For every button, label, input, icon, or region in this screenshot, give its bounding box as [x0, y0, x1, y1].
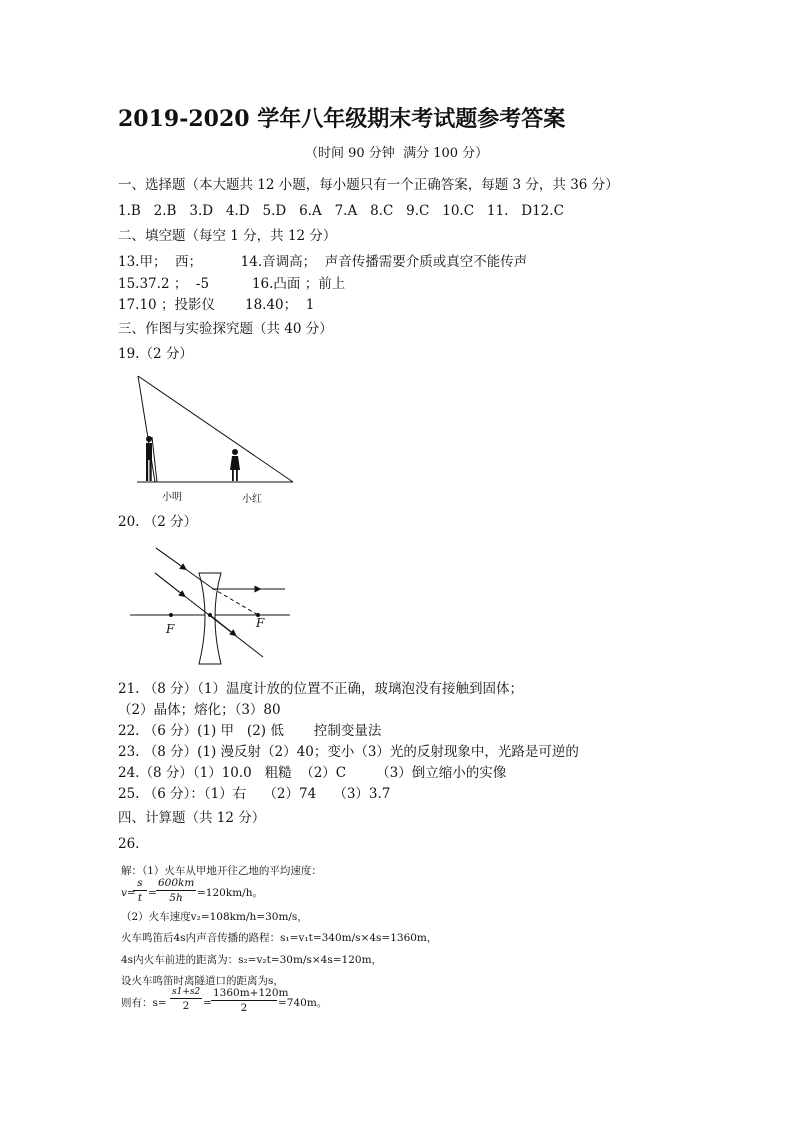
fill-section-header: 二、填空题（每空 1 分，共 12 分）: [118, 228, 337, 244]
fill-answer-line: 13.甲； 西； 14.音调高； 声音传播需要介质或真空不能传声: [118, 254, 528, 270]
right-focus-label: F: [256, 616, 265, 630]
answer-24: 24.（8 分）（1）10.0 粗糙 （2）C （3）倒立缩小的实像: [118, 765, 507, 781]
page-title: 2019-2020 学年八年级期末考试题参考答案: [118, 106, 566, 132]
lens-center-point: [208, 613, 212, 617]
fraction-s-over-t: [133, 878, 147, 903]
left-focus-point: [169, 613, 173, 617]
fill-answer-line: 15.37.2 ； -5 16.凸面 ；前上: [118, 276, 346, 292]
solution-line-6: 设火车鸣笛时离隧道口的距离为s，: [121, 975, 284, 987]
question-26-label: 26.: [118, 836, 140, 852]
fraction-denominator: 5h: [169, 891, 183, 904]
solution-line-4: 火车鸣笛后4s内声音传播的路程：s₁=v₁t=340m/s×4s=1360m，: [121, 932, 438, 944]
answer-21: 21. （8 分）（1）温度计放的位置不正确，玻璃泡没有接触到固体；: [118, 681, 523, 697]
calc-section-header: 四、计算题（共 12 分）: [118, 810, 266, 826]
speed-result: =120km/h。: [197, 887, 263, 899]
fraction-denominator: t: [137, 891, 143, 904]
equals-sign: =: [203, 997, 212, 1009]
fraction-numerator: s: [133, 878, 147, 891]
fraction-denominator: 2: [240, 1001, 248, 1014]
question-19-label: 19.（2 分）: [118, 346, 193, 362]
xiaoming-label: 小明: [162, 492, 182, 503]
distance-result: =740m。: [278, 997, 328, 1009]
dashed-extension: [212, 588, 258, 615]
fraction-values-over-two: [211, 987, 289, 1014]
fraction-numerator: 1360m+120m: [213, 987, 289, 999]
fraction-numerator: s1+s2: [172, 987, 201, 997]
answer-25: 25. （6 分）：（1）右 （2）74 （3）3.7: [118, 786, 391, 802]
experiment-section-header: 三、作图与实验探究题（共 40 分）: [118, 321, 333, 337]
fill-answer-line: 17.10 ；投影仪 18.40； 1: [118, 297, 315, 313]
xiaohong-label: 小红: [242, 494, 262, 505]
page-subtitle: （时间 90 分钟 满分 100 分）: [305, 146, 489, 161]
fraction-denominator: 2: [182, 1000, 190, 1012]
speed-formula-prefix: v=: [121, 887, 136, 899]
solution-line-1: 解：（1）火车从甲地开往乙地的平均速度：: [121, 865, 322, 877]
fraction-distance-over-time: [156, 878, 196, 903]
answer-21-cont: （2）晶体；熔化；（3）80: [118, 702, 281, 718]
fraction-sum-over-two: [170, 988, 202, 1012]
answer-23: 23. （8 分）(1) 漫反射（2）40；变小（3）光的反射现象中，光路是可逆的: [118, 744, 579, 760]
solution-line-3: （2）火车速度v₂=108km/h=30m/s，: [121, 911, 308, 923]
fraction-numerator: 600km: [158, 877, 195, 889]
choice-answers: 1.B 2.B 3.D 4.D 5.D 6.A 7.A 8.C 9.C 10.C 11. D12.C: [118, 203, 564, 219]
solution-line-5: 4s内火车前进的距离为：s₂=v₂t=30m/s×4s=120m，: [121, 954, 383, 966]
answer-22: 22. （6 分）(1) 甲 (2) 低 控制变量法: [118, 723, 382, 739]
distance-formula-prefix: 则有：s=: [121, 997, 167, 1009]
choice-section-header: 一、选择题（本大题共 12 小题，每小题只有一个正确答案，每题 3 分，共 36 分）: [118, 177, 619, 193]
question-20-label: 20. （2 分）: [118, 514, 198, 530]
equals-sign: =: [148, 887, 157, 899]
left-focus-label: F: [166, 622, 175, 636]
